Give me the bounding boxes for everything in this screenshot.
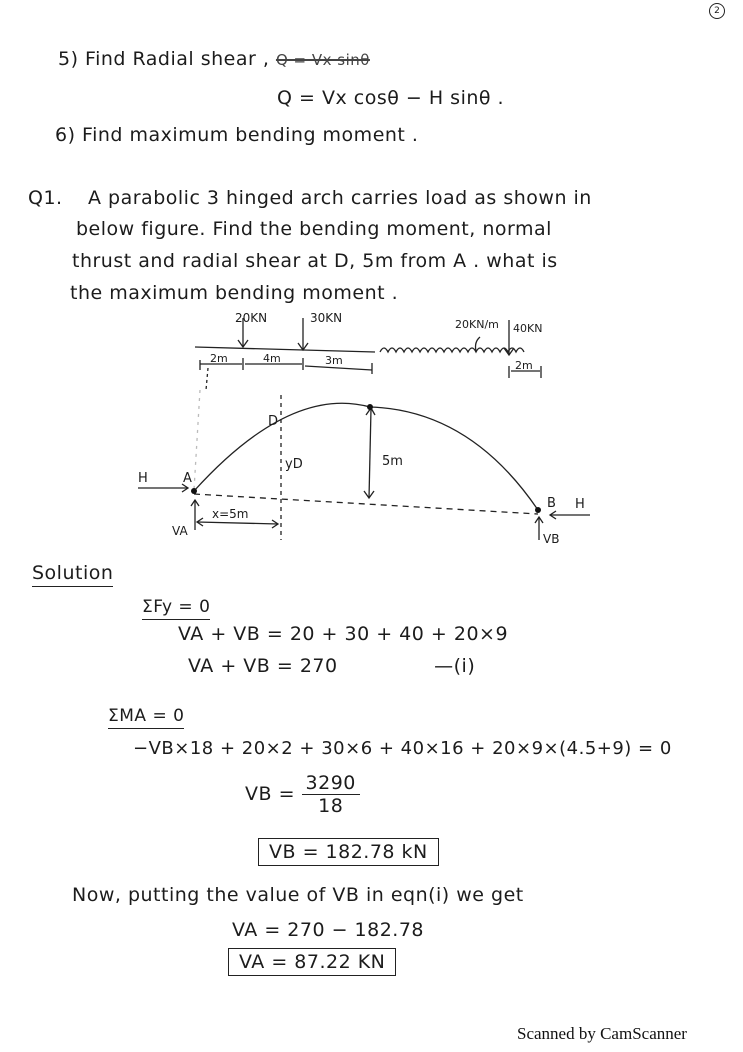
h-right-label: H [575, 497, 585, 512]
formula-lhs: Q [277, 87, 293, 109]
step-5-text: 5) Find Radial shear , [58, 48, 270, 70]
dim-3m-label: 3m [325, 354, 343, 367]
loading-diagram [180, 300, 580, 390]
vb-fraction [245, 772, 360, 817]
vb-lhs: VB = [245, 783, 295, 805]
udl-label: 20KN/m [455, 318, 499, 331]
dim-2m-label: 2m [210, 352, 228, 365]
vb-label: VB [543, 532, 560, 546]
question-line-2: below figure. Find the bending moment, normal [76, 218, 552, 240]
solution-heading: Solution [32, 562, 113, 587]
vb-result-box: VB = 182.78 kN [258, 838, 439, 866]
hinge-b [535, 507, 541, 513]
struck-formula: Q = Vx sinθ [275, 51, 370, 69]
load-40kn-label: 40KN [513, 322, 543, 335]
va-result-box: VA = 87.22 KN [228, 948, 396, 976]
question-line-3: thrust and radial shear at D, 5m from A . what is [72, 250, 558, 272]
crown-hinge [367, 404, 373, 410]
formula-rhs: = Vx cosθ − H sinθ . [299, 87, 505, 109]
va-label: VA [172, 524, 188, 538]
sum-fy-title: ΣFy = 0 [142, 597, 210, 620]
hinge-a [191, 488, 197, 494]
fraction-denominator: 18 [318, 795, 344, 817]
va-intro: Now, putting the value of VB in eqn(i) we get [72, 884, 524, 906]
dim-4m-label: 4m [263, 352, 281, 365]
load-20kn-label: 20KN [235, 311, 268, 325]
question-line-1: A parabolic 3 hinged arch carries load as shown in [88, 187, 592, 209]
yd-label: yD [285, 457, 303, 472]
fy-line-2 [188, 655, 475, 677]
radial-shear-formula [277, 87, 504, 109]
step-5-label [58, 48, 370, 70]
x-dim-label: x=5m [212, 507, 249, 521]
load-30kn-label: 30KN [310, 311, 343, 325]
h-left-label: H [138, 471, 148, 486]
scanner-watermark: Scanned by CamScanner [517, 1024, 687, 1043]
label-a: A [183, 471, 192, 486]
dim-2m-right-label: 2m [515, 359, 533, 372]
udl-coils [380, 348, 524, 352]
ma-equation: −VB×18 + 20×2 + 30×6 + 40×16 + 20×9×(4.5+9) = 0 [133, 738, 672, 759]
va-calc-line: VA = 270 − 182.78 [232, 919, 425, 941]
fraction-numerator: 3290 [302, 772, 360, 795]
question-number: Q1. [28, 187, 63, 209]
fraction [302, 772, 360, 817]
label-b: B [547, 496, 556, 511]
fy-line-1 [178, 623, 508, 645]
fy-line-1-rhs: 20 + 30 + 40 + 20×9 [289, 623, 509, 645]
sum-ma-title: ΣMA = 0 [108, 706, 184, 729]
fy-line-1-lhs: VA + VB = [178, 623, 284, 645]
label-d: D [268, 414, 279, 429]
rise-label: 5m [382, 454, 403, 469]
page-number-badge: 2 [709, 3, 725, 19]
question-line-4: the maximum bending moment . [70, 282, 399, 304]
fy-line-2-rhs: 270 [299, 655, 338, 677]
equation-tag: —(i) [434, 655, 476, 677]
step-6-label: 6) Find maximum bending moment . [55, 124, 419, 146]
fy-line-2-lhs: VA + VB = [188, 655, 294, 677]
arch-diagram [120, 390, 620, 550]
